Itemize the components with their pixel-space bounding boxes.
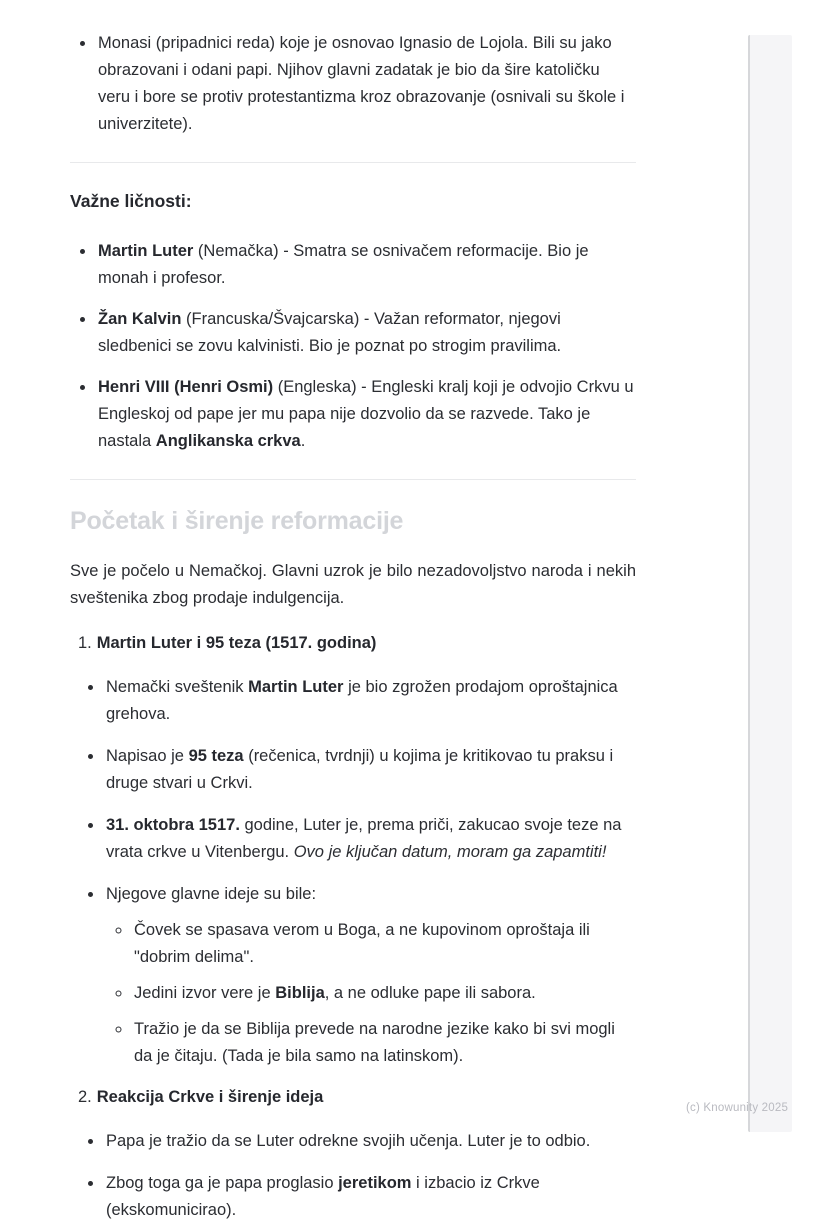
bold-text: Biblija: [275, 984, 325, 1002]
list-item-text: [134, 984, 536, 1002]
section-heading-vazne-licnosti: Važne ličnosti:: [70, 191, 192, 211]
text-run: (Francuska/Švajcarska) - Važan reformator, njegovi sledbenici se zovu kalvinisti. Bio je poznat po strogim pravilima.: [98, 310, 562, 355]
list-item-text: [134, 921, 590, 966]
bold-text: Anglikanska crkva: [155, 432, 301, 450]
sub-list: [106, 917, 636, 1070]
list-item: [104, 812, 636, 866]
list-item: [132, 917, 636, 971]
text-run: je bio zgrožen prodajom oproštajnica grehova.: [106, 678, 618, 723]
text-run: .: [300, 432, 306, 450]
document-page: [70, 0, 636, 1224]
list-item: [96, 30, 636, 138]
section-heading-pocetak-i-sirenje: Početak i širenje reformacije: [70, 507, 404, 535]
text-run: (Engleska) - Engleski kralj koji je odvojio Crkvu u Engleskoj od pape jer mu papa nije dozvolio da se razvede. Tako je nastala: [98, 378, 634, 450]
list-item: [132, 980, 636, 1007]
numbered-item-title: Reakcija Crkve i širenje ideja: [96, 1088, 324, 1106]
list-item-text: [98, 378, 634, 450]
bold-text: jeretikom: [338, 1174, 412, 1192]
list-item-text: [98, 34, 624, 133]
numbered-item-heading: [78, 633, 636, 653]
bold-text: Henri VIII (Henri Osmi): [98, 378, 274, 396]
text-run: (Nemačka) - Smatra se osnivačem reformacije. Bio je monah i profesor.: [98, 242, 589, 287]
bold-text: Žan Kalvin: [98, 310, 182, 328]
text-run: i izbacio iz Crkve (ekskomunicirao).: [106, 1174, 540, 1219]
list-item: [96, 306, 636, 360]
italic-text: Ovo je ključan datum, moram ga zapamtiti!: [293, 843, 607, 861]
divider: [70, 479, 636, 480]
numbered-item-bullets: [78, 674, 636, 1070]
text-run: Napisao je: [106, 747, 189, 765]
numbered-list: [70, 633, 636, 1224]
numbered-item-number: 1.: [78, 634, 92, 652]
list-item-text: [106, 885, 316, 903]
list-item: [104, 881, 636, 1070]
text-run: Monasi (pripadnici reda) koje je osnovao Ignasio de Lojola. Bili su jako obrazovani i odani papi. Njihov glavni zadatak je bio da šire katoličku veru i bore se protiv protestantizma kroz obrazovanje (osnivali su škole i univerzitete).: [98, 34, 625, 133]
list-item-text: [106, 1132, 590, 1150]
bold-text: 95 teza: [188, 747, 244, 765]
numbered-item: [78, 633, 636, 1070]
list-item: [104, 1170, 636, 1224]
numbered-item: [78, 1087, 636, 1224]
list-item-text: [106, 747, 613, 792]
numbered-item-number: 2.: [78, 1088, 92, 1106]
list-item-text: [106, 678, 618, 723]
numbered-item-title: Martin Luter i 95 teza (1517. godina): [96, 634, 377, 652]
text-run: , a ne odluke pape ili sabora.: [324, 984, 536, 1002]
text-run: Nemački sveštenik: [106, 678, 249, 696]
intro-paragraph: Sve je počelo u Nemačkoj. Glavni uzrok je bilo nezadovoljstvo naroda i nekih sveštenika zbog prodaje indulgencija.: [70, 562, 636, 607]
list-item-text: [98, 242, 589, 287]
text-run: Jedini izvor vere je: [134, 984, 276, 1002]
text-run: Tražio je da se Biblija prevede na narodne jezike kako bi svi mogli da je čitaju. (Tada je bila samo na latinskom).: [134, 1020, 615, 1065]
numbered-item-bullets: [78, 1128, 636, 1224]
watermark: (c) Knowunity 2025: [686, 1102, 789, 1114]
text-run: Zbog toga ga je papa proglasio: [106, 1174, 339, 1192]
list-item: [104, 1128, 636, 1155]
intro-list: [70, 30, 636, 138]
text-run: Čovek se spasava verom u Boga, a ne kupovinom oproštaja ili "dobrim delima".: [134, 921, 590, 966]
scrollbar-track[interactable]: [748, 35, 792, 1132]
text-run: godine, Luter je, prema priči, zakucao svoje teze na vrata crkve u Vitenbergu.: [106, 816, 622, 861]
list-item-text: [134, 1020, 615, 1065]
divider: [70, 162, 636, 163]
list-item-text: [106, 1174, 540, 1219]
list-item-text: [98, 310, 561, 355]
list-item: [132, 1016, 636, 1070]
numbered-item-heading: [78, 1087, 636, 1107]
bold-text: 31. oktobra 1517.: [106, 816, 240, 834]
bold-text: Martin Luter: [98, 242, 194, 260]
people-list: [70, 238, 636, 455]
list-item: [104, 743, 636, 797]
list-item: [96, 238, 636, 292]
text-run: Papa je tražio da se Luter odrekne svojih učenja. Luter je to odbio.: [106, 1132, 591, 1150]
list-item-text: [106, 816, 621, 861]
text-run: (rečenica, tvrdnji) u kojima je kritikovao tu praksu i druge stvari u Crkvi.: [106, 747, 614, 792]
list-item: [104, 674, 636, 728]
bold-text: Martin Luter: [248, 678, 344, 696]
text-run: Njegove glavne ideje su bile:: [106, 885, 317, 903]
list-item: [96, 374, 636, 455]
